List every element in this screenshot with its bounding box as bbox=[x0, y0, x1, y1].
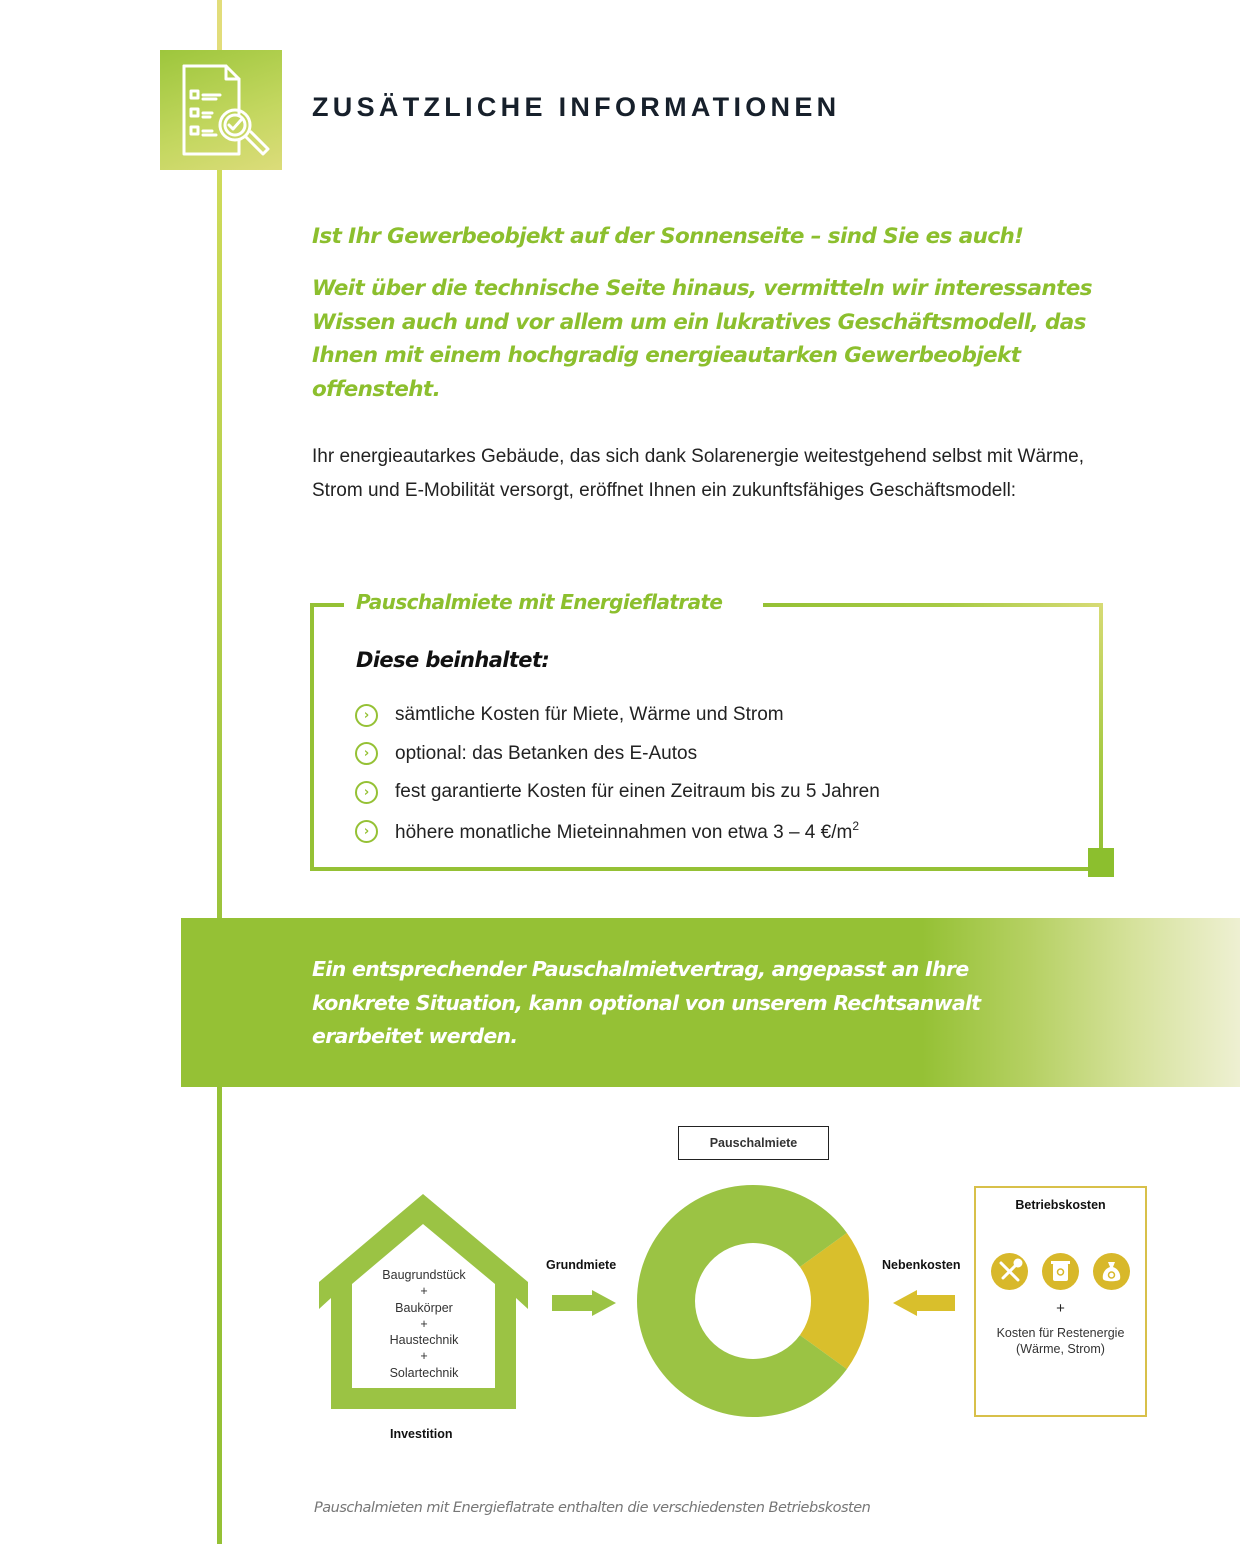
figure-caption: Pauschalmieten mit Energieflatrate enthalten die verschiedensten Betriebskosten bbox=[314, 1500, 871, 1516]
superscript: 2 bbox=[852, 818, 860, 833]
house-line: Baugrundstück bbox=[382, 1268, 466, 1282]
lead-heading: Ist Ihr Gewerbeobjekt auf der Sonnenseite – sind Sie es auch! bbox=[312, 224, 1024, 249]
house-line: Solartechnik bbox=[389, 1365, 459, 1380]
body-paragraph: Ihr energieautarkes Gebäude, das sich dank Solarenergie weitestgehend selbst mit Wärme, Strom und E-Mobilität versorgt, eröffnet Ihnen ein zukunftsfähiges Geschäftsmodell: bbox=[312, 446, 1085, 501]
chevron-circle-icon: › bbox=[355, 742, 378, 765]
grundmiete-label: Grundmiete bbox=[546, 1258, 617, 1272]
arrow-right-icon bbox=[552, 1290, 616, 1316]
info-box-legend: Pauschalmiete mit Energieflatrate bbox=[356, 590, 723, 614]
list-item-text: sämtliche Kosten für Miete, Wärme und Strom bbox=[395, 704, 784, 726]
info-box-subtitle: Diese beinhaltet: bbox=[356, 648, 550, 672]
recycling-bin-icon bbox=[1042, 1253, 1079, 1290]
house-line: + bbox=[420, 1284, 428, 1299]
chevron-circle-icon: › bbox=[355, 704, 378, 727]
chevron-circle-icon: › bbox=[355, 820, 378, 843]
house-line: Baukörper bbox=[395, 1300, 453, 1315]
chevron-circle-icon: › bbox=[355, 781, 378, 804]
house-line: Haustechnik bbox=[389, 1333, 459, 1348]
highlight-paragraph: Weit über die technische Seite hinaus, vermitteln wir interessantes Wissen auch und vor allem um ein lukratives Geschäftsmodell, das Ihnen mit einem hochgradig energieautarken Gewerbeobjekt offensteht. bbox=[312, 276, 1092, 402]
house-line: + bbox=[420, 1349, 428, 1364]
arrow-left-icon bbox=[893, 1290, 955, 1316]
plus-sign: + bbox=[1056, 1300, 1065, 1317]
operating-costs-line: (Wärme, Strom) bbox=[1016, 1342, 1105, 1356]
tools-icon bbox=[991, 1253, 1028, 1290]
house-line: + bbox=[420, 1316, 428, 1331]
house-contents bbox=[364, 1267, 484, 1381]
nebenkosten-label: Nebenkosten bbox=[882, 1258, 961, 1272]
investition-label: Investition bbox=[390, 1427, 453, 1441]
money-bag-icon bbox=[1093, 1253, 1130, 1290]
list-item-text: fest garantierte Kosten für einen Zeitraum bis zu 5 Jahren bbox=[395, 781, 880, 803]
pauschalmiete-label-box: Pauschalmiete bbox=[678, 1126, 829, 1160]
operating-costs-title: Betriebskosten bbox=[1015, 1198, 1106, 1212]
callout-banner-text: Ein entsprechender Pauschalmietvertrag, angepasst an Ihre konkrete Situation, kann optional von unserem Rechtsanwalt erarbeitet werden. bbox=[312, 957, 981, 1048]
list-item-text: optional: das Betanken des E-Autos bbox=[395, 742, 698, 764]
operating-costs-text bbox=[974, 1325, 1147, 1357]
donut-chart bbox=[637, 1185, 869, 1417]
operating-costs-line: Kosten für Restenergie bbox=[996, 1326, 1125, 1340]
page-title: ZUSÄTZLICHE INFORMATIONEN bbox=[312, 92, 841, 122]
list-item-text-main: höhere monatliche Mieteinnahmen von etwa 3 – 4 €/m bbox=[395, 821, 853, 843]
